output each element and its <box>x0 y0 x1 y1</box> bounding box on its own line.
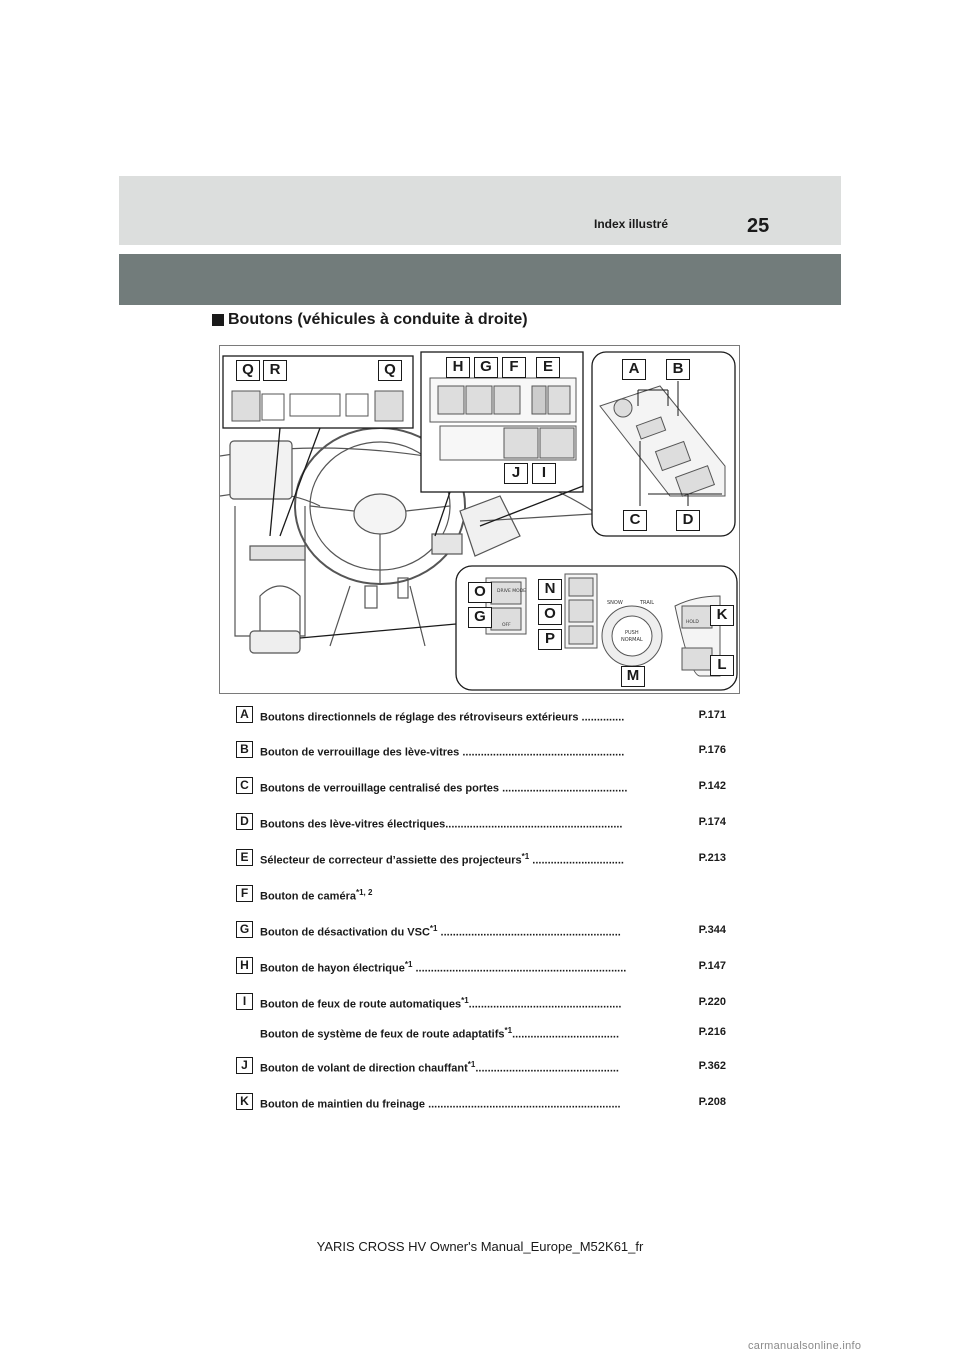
off-label: OFF <box>502 623 511 628</box>
legend-item <box>236 1023 726 1043</box>
legend-label: Bouton de désactivation du VSC$^{*1}$ ........................................................... <box>260 924 621 939</box>
legend-item <box>236 993 726 1013</box>
header-bar <box>119 176 841 245</box>
normal-label: NORMAL <box>621 637 643 643</box>
page-number: 25 <box>747 215 770 237</box>
footer-manual-title: YARIS CROSS HV Owner's Manual_Europe_M52K61_fr <box>316 1239 644 1254</box>
interior-illustration <box>219 345 740 694</box>
callout-j: J <box>504 463 528 484</box>
legend-letter: J <box>236 1057 253 1074</box>
legend-label: Bouton de caméra$^{*1, 2}$ <box>260 888 373 903</box>
callout-o-left: O <box>468 582 492 603</box>
push-label: PUSH <box>625 630 639 636</box>
legend-letter: I <box>236 993 253 1010</box>
legend-page[interactable]: P.220 <box>698 996 726 1008</box>
callout-m: M <box>621 666 645 687</box>
callout-f: F <box>502 357 526 378</box>
legend-label: Boutons directionnels de réglage des rétroviseurs extérieurs .............. <box>260 711 625 724</box>
inset-bottom <box>300 566 737 690</box>
subsection-title-text: Boutons (véhicules à conduite à droite) <box>228 311 528 328</box>
callout-p: P <box>538 629 562 650</box>
callout-g-bottom: G <box>468 607 492 628</box>
legend-label: Bouton de système de feux de route adaptatifs$^{*1}$................................... <box>260 1026 620 1041</box>
legend-page[interactable]: P.344 <box>698 924 726 936</box>
legend-letter: K <box>236 1093 253 1110</box>
drive-mode-label: DRIVE MODE <box>497 589 527 594</box>
square-bullet-icon <box>212 314 224 326</box>
callout-e: E <box>536 357 560 378</box>
legend-letter: C <box>236 777 253 794</box>
legend-letter: F <box>236 885 253 902</box>
snow-label: SNOW <box>607 600 623 606</box>
legend-page[interactable]: P.208 <box>698 1096 726 1108</box>
subsection-title <box>212 311 528 329</box>
legend-label: Bouton de feux de route automatiques$^{*1}$.................................................. <box>260 996 622 1011</box>
callout-g-top: G <box>474 357 498 378</box>
legend-letter: H <box>236 957 253 974</box>
legend-item <box>236 813 726 833</box>
hold-label: HOLD <box>686 620 699 625</box>
legend-item <box>236 957 726 977</box>
watermark: carmanualsonline.info <box>748 1340 862 1352</box>
legend-letter: G <box>236 921 253 938</box>
callout-k: K <box>710 605 734 626</box>
title-band <box>119 254 841 305</box>
callout-h: H <box>446 357 470 378</box>
legend-letter: A <box>236 706 253 723</box>
legend-label: Bouton de hayon électrique$^{*1}$ ..................................................................... <box>260 960 627 975</box>
trail-label: TRAIL <box>640 600 655 606</box>
section-name: Index illustré <box>594 217 669 231</box>
callout-c: C <box>623 510 647 531</box>
legend-label: Bouton de maintien du freinage ............................................................... <box>260 1098 621 1111</box>
legend-page[interactable]: P.147 <box>698 960 726 972</box>
legend-label: Boutons des lève-vitres électriques.......................................................... <box>260 818 623 831</box>
legend-item <box>236 1057 726 1077</box>
legend-letter: B <box>236 741 253 758</box>
callout-l: L <box>710 655 734 676</box>
legend-letter: D <box>236 813 253 830</box>
legend-page[interactable]: P.176 <box>698 744 726 756</box>
legend-item <box>236 706 726 726</box>
legend-item <box>236 849 726 869</box>
legend-page[interactable]: P.213 <box>698 852 726 864</box>
legend-page[interactable]: P.142 <box>698 780 726 792</box>
legend-page[interactable]: P.174 <box>698 816 726 828</box>
legend-label: Boutons de verrouillage centralisé des portes ......................................... <box>260 782 628 795</box>
callout-q-left: Q <box>236 360 260 381</box>
legend-item <box>236 1093 726 1113</box>
legend-page[interactable]: P.171 <box>698 709 726 721</box>
callout-o-right: O <box>538 604 562 625</box>
legend-letter: E <box>236 849 253 866</box>
legend-item <box>236 885 726 905</box>
legend-item <box>236 777 726 797</box>
legend-label: Sélecteur de correcteur d’assiette des projecteurs$^{*1}$ .............................. <box>260 852 624 867</box>
callout-q-right: Q <box>378 360 402 381</box>
legend-page[interactable]: P.362 <box>698 1060 726 1072</box>
legend-item <box>236 921 726 941</box>
callout-b: B <box>666 359 690 380</box>
legend-page[interactable]: P.216 <box>698 1026 726 1038</box>
callout-n: N <box>538 579 562 600</box>
callout-a: A <box>622 359 646 380</box>
callout-i: I <box>532 463 556 484</box>
callout-d: D <box>676 510 700 531</box>
inset-top-right <box>592 352 735 536</box>
legend-item <box>236 741 726 761</box>
callout-r: R <box>263 360 287 381</box>
legend-label: Bouton de volant de direction chauffant$^{*1}$............................................... <box>260 1060 619 1075</box>
legend-label: Bouton de verrouillage des lève-vitres ..................................................... <box>260 746 625 759</box>
interior-drawing <box>220 346 740 694</box>
